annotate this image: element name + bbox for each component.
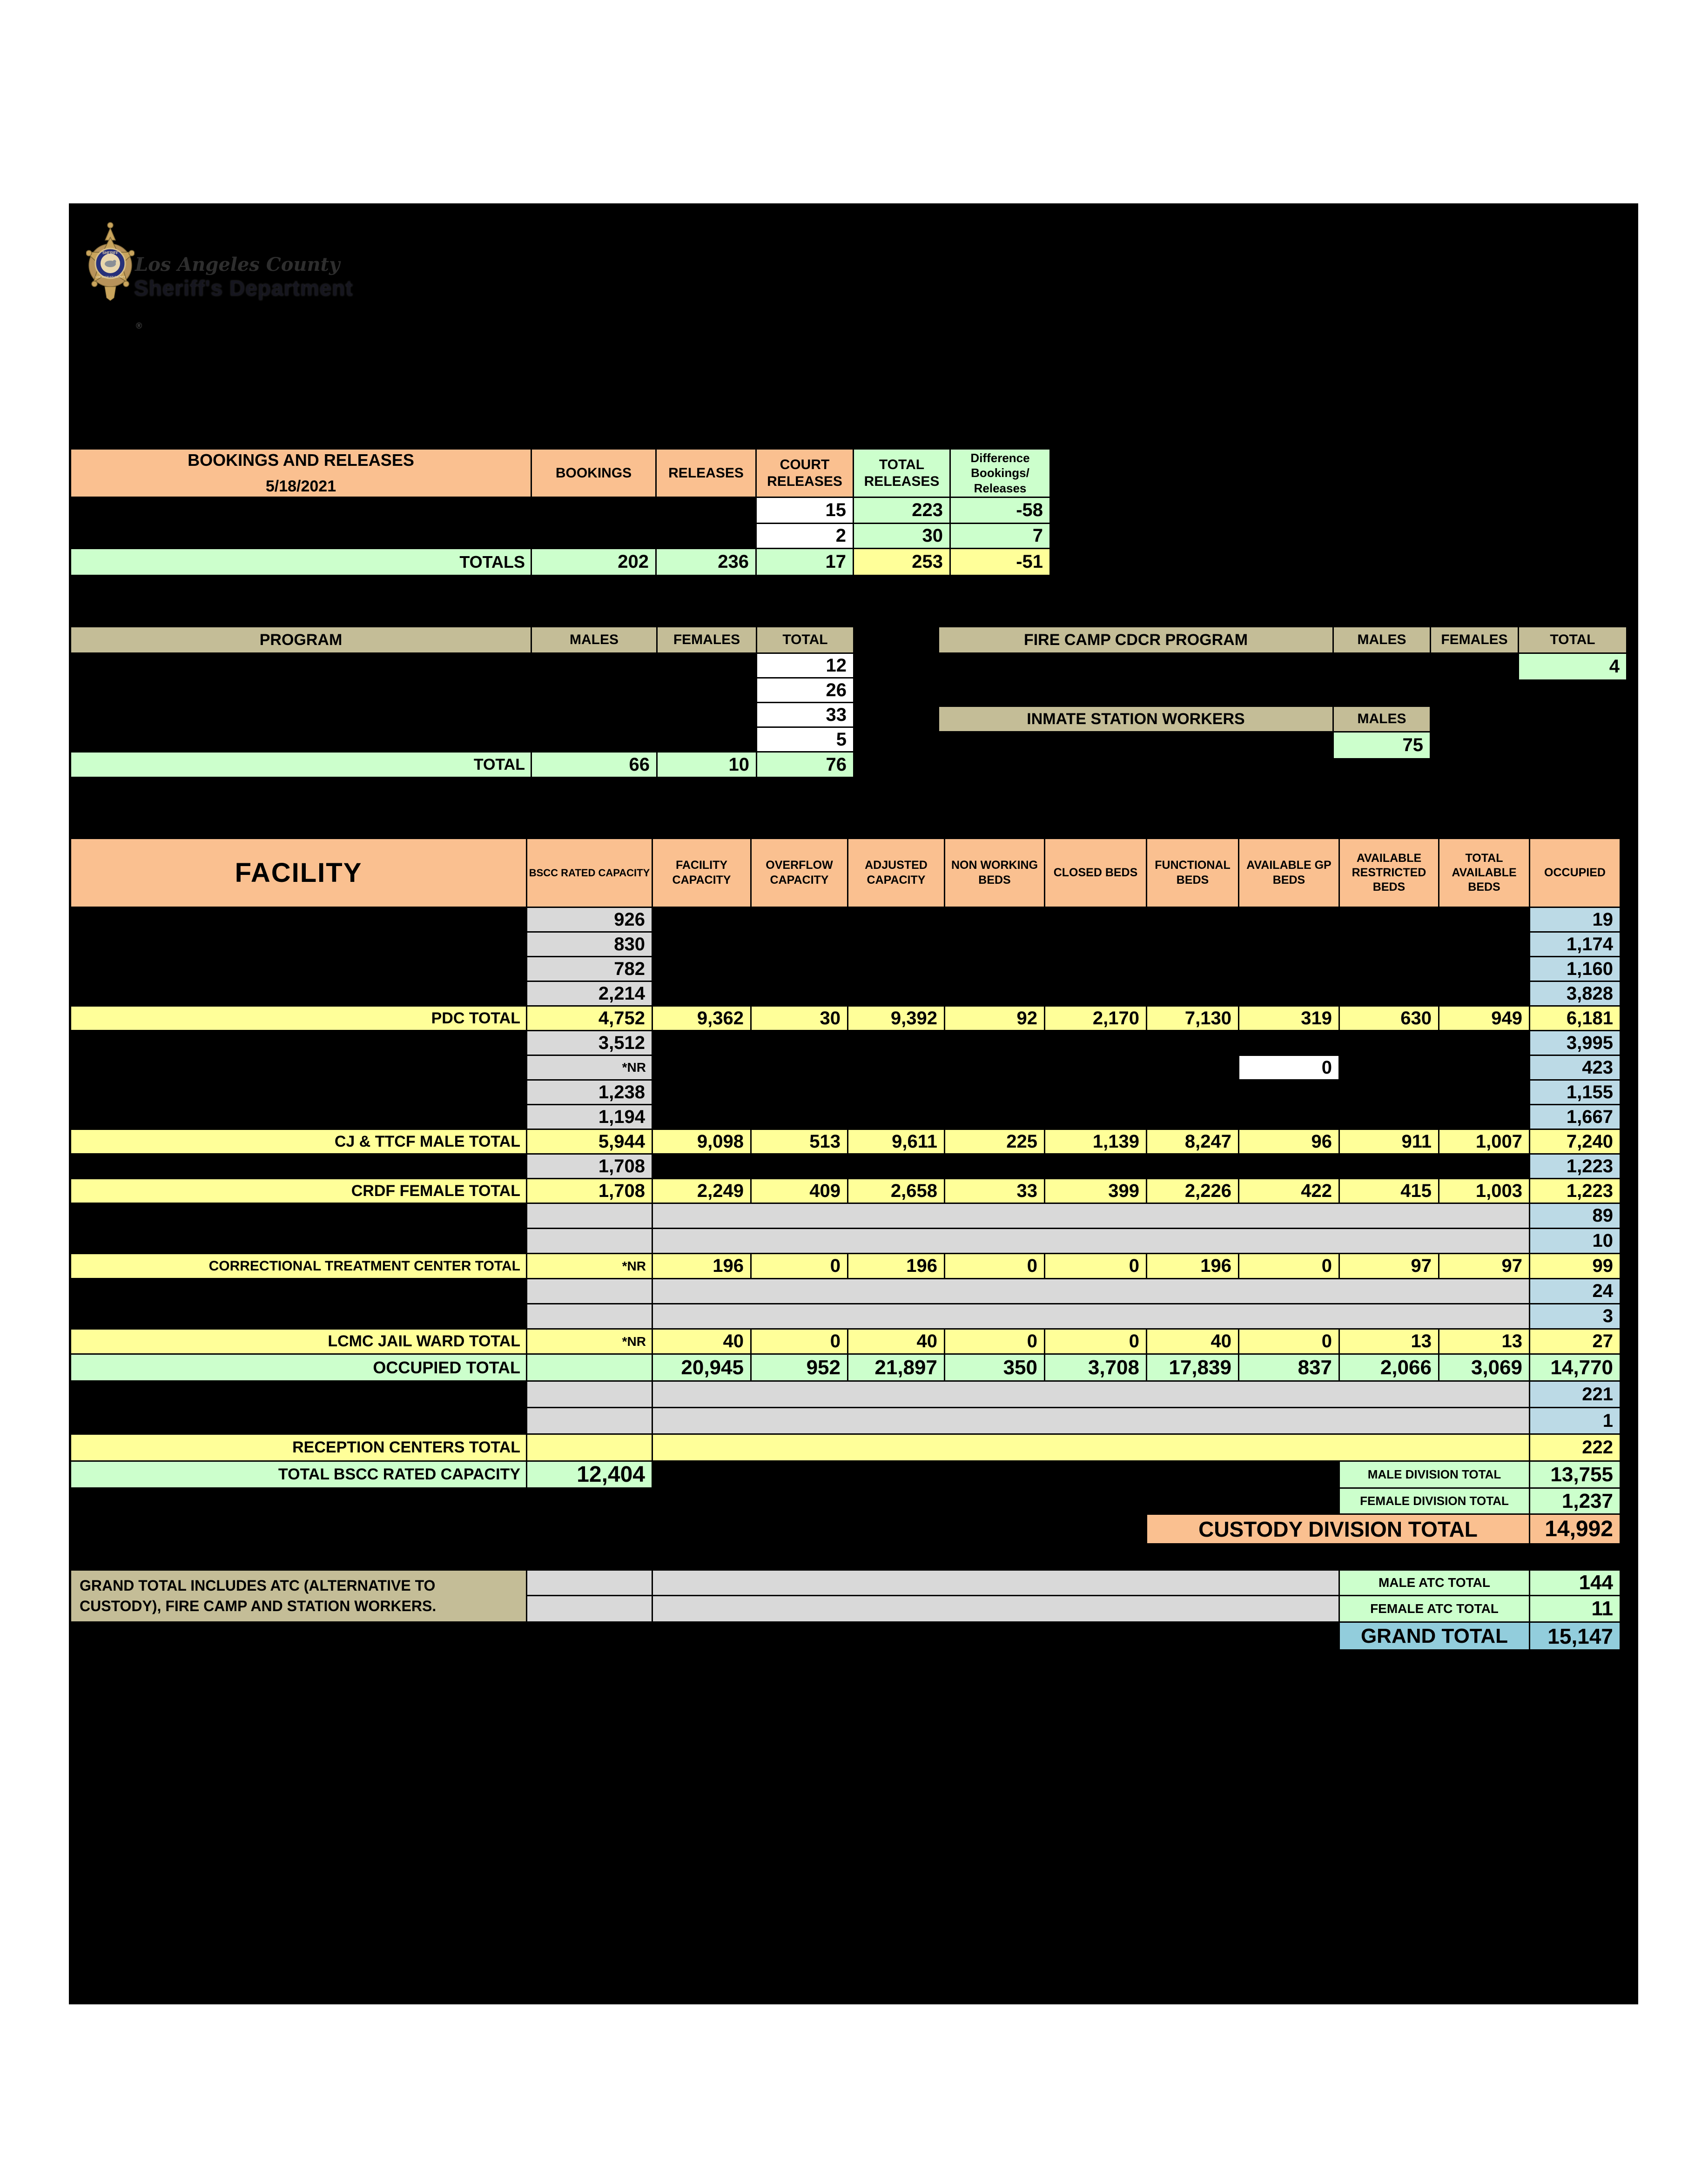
facility-row xyxy=(71,1304,1621,1329)
program-total-females: 10 xyxy=(657,752,757,778)
redacted-cell xyxy=(71,1381,527,1408)
station-workers-header-row xyxy=(939,706,1431,732)
facility-table xyxy=(70,838,1621,1545)
program-row3-total: 33 xyxy=(757,703,854,727)
pdc-available-restricted: 630 xyxy=(1339,1006,1439,1031)
facility-row xyxy=(71,957,1621,981)
male-division-total-label: MALE DIVISION TOTAL xyxy=(1339,1461,1530,1488)
atc-row-male xyxy=(71,1570,1621,1596)
program-col-total: TOTAL xyxy=(757,627,854,653)
program-row1-total: 12 xyxy=(757,653,854,678)
b2-bscc: *NR xyxy=(527,1055,652,1080)
redacted-cell xyxy=(531,703,657,727)
program-col-females: FEMALES xyxy=(657,627,757,653)
d2-bscc-empty xyxy=(527,1229,652,1254)
ctc-available-gp: 0 xyxy=(1239,1254,1339,1279)
lcmc-total-available: 13 xyxy=(1439,1329,1530,1354)
redacted-cell xyxy=(71,727,531,752)
ctc-total-available: 97 xyxy=(1439,1254,1530,1279)
male-atc-total-label: MALE ATC TOTAL xyxy=(1339,1570,1530,1596)
row1-total-releases: 223 xyxy=(854,497,950,524)
atc-grey-span xyxy=(652,1596,1339,1622)
bookings-header-row xyxy=(71,449,1050,497)
redacted-cell xyxy=(71,1080,527,1105)
crdf-closed: 399 xyxy=(1045,1179,1147,1203)
f1-bscc-empty xyxy=(527,1381,652,1408)
occupied-total-adjusted: 21,897 xyxy=(848,1354,945,1381)
row2-difference: 7 xyxy=(950,524,1050,549)
lcmc-bscc: *NR xyxy=(527,1329,652,1354)
redacted-cell xyxy=(652,957,1530,981)
d1-bscc-empty xyxy=(527,1203,652,1229)
total-bscc-value: 12,404 xyxy=(527,1461,652,1488)
cj-available-gp: 96 xyxy=(1239,1129,1339,1154)
program-row4-total: 5 xyxy=(757,727,854,752)
redacted-cell xyxy=(656,524,756,549)
female-division-row xyxy=(71,1488,1621,1514)
total-bscc-row xyxy=(71,1461,1621,1488)
facility-row xyxy=(71,932,1621,957)
redacted-cell xyxy=(652,1031,1530,1055)
station-workers-col-males: MALES xyxy=(1333,706,1431,732)
occupied-total-available-gp: 837 xyxy=(1239,1354,1339,1381)
f2-occupied: 1 xyxy=(1530,1408,1621,1434)
redacted-cell xyxy=(71,1408,527,1434)
totals-releases: 236 xyxy=(656,549,756,576)
program-row xyxy=(71,653,854,678)
bookings-row xyxy=(71,524,1050,549)
crdf-adjusted: 2,658 xyxy=(848,1179,945,1203)
custody-division-total-label: CUSTODY DIVISION TOTAL xyxy=(1147,1514,1530,1544)
cj-functional: 8,247 xyxy=(1147,1129,1239,1154)
lcmc-functional: 40 xyxy=(1147,1329,1239,1354)
ctc-available-restricted: 97 xyxy=(1339,1254,1439,1279)
lcmc-occupied: 27 xyxy=(1530,1329,1621,1354)
ctc-closed: 0 xyxy=(1045,1254,1147,1279)
redacted-cell xyxy=(652,1105,1530,1129)
male-atc-total-value: 144 xyxy=(1530,1570,1621,1596)
pdc-occupied: 6,181 xyxy=(1530,1006,1621,1031)
fire-camp-total-value: 4 xyxy=(1519,653,1627,680)
redacted-cell xyxy=(71,1031,527,1055)
redacted-cell xyxy=(656,497,756,524)
redacted-cell xyxy=(71,1279,527,1304)
custody-division-row xyxy=(71,1514,1621,1544)
reception-centers-total-row xyxy=(71,1434,1621,1461)
facility-row xyxy=(71,907,1621,932)
ctc-adjusted: 196 xyxy=(848,1254,945,1279)
atc-grey-cell xyxy=(527,1570,652,1596)
ctc-occupied: 99 xyxy=(1530,1254,1621,1279)
grand-total-row xyxy=(71,1622,1621,1650)
b3-bscc: 1,238 xyxy=(527,1080,652,1105)
crdf-total-available: 1,003 xyxy=(1439,1179,1530,1203)
male-division-total-value: 13,755 xyxy=(1530,1461,1621,1488)
redacted-cell xyxy=(71,1622,1339,1650)
facility-row xyxy=(71,1055,1621,1080)
cj-overflow: 513 xyxy=(751,1129,848,1154)
totals-bookings: 202 xyxy=(531,549,656,576)
facility-row xyxy=(71,1381,1621,1408)
row1-court-releases: 15 xyxy=(756,497,854,524)
redacted-cell xyxy=(657,678,757,703)
ctc-label: CORRECTIONAL TREATMENT CENTER TOTAL xyxy=(71,1254,527,1279)
redacted-cell xyxy=(652,932,1530,957)
female-atc-total-label: FEMALE ATC TOTAL xyxy=(1339,1596,1530,1622)
redacted-cell xyxy=(652,1461,1339,1488)
col-total-available-beds: TOTAL AVAILABLE BEDS xyxy=(1439,839,1530,907)
pdc-total-label: PDC TOTAL xyxy=(71,1006,527,1031)
redacted-cell xyxy=(652,1154,1530,1179)
occupied-total-row xyxy=(71,1354,1621,1381)
pdc-available-gp: 319 xyxy=(1239,1006,1339,1031)
grand-total-table xyxy=(70,1569,1621,1651)
facility-row xyxy=(71,1154,1621,1179)
female-atc-total-value: 11 xyxy=(1530,1596,1621,1622)
redacted-cell xyxy=(71,907,527,932)
program-total-row xyxy=(71,752,854,778)
e1-bscc-empty xyxy=(527,1279,652,1304)
redacted-cell xyxy=(71,932,527,957)
lcmc-overflow: 0 xyxy=(751,1329,848,1354)
bookings-row xyxy=(71,497,1050,524)
redacted-cell xyxy=(71,1304,527,1329)
facility-row xyxy=(71,1408,1621,1434)
program-total-total: 76 xyxy=(757,752,854,778)
f1-grey-span xyxy=(652,1381,1530,1408)
atc-grey-span xyxy=(652,1570,1339,1596)
cj-ttcf-label: CJ & TTCF MALE TOTAL xyxy=(71,1129,527,1154)
crdf-bscc: 1,708 xyxy=(527,1179,652,1203)
facility-row xyxy=(71,981,1621,1006)
redacted-cell xyxy=(71,1203,527,1229)
program-row xyxy=(71,727,854,752)
cj-ttcf-total-row xyxy=(71,1129,1621,1154)
program-header-row xyxy=(71,627,854,653)
occupied-total-total-available: 3,069 xyxy=(1439,1354,1530,1381)
occupied-total-available-restricted: 2,066 xyxy=(1339,1354,1439,1381)
e1-grey-span xyxy=(652,1279,1530,1304)
col-available-restricted-beds: AVAILABLE RESTRICTED BEDS xyxy=(1339,839,1439,907)
bookings-title: BOOKINGS AND RELEASES xyxy=(188,450,414,470)
redacted-cell xyxy=(71,957,527,981)
cj-bscc: 5,944 xyxy=(527,1129,652,1154)
totals-court-releases: 17 xyxy=(756,549,854,576)
station-workers-males-value: 75 xyxy=(1333,732,1431,759)
fire-camp-col-total: TOTAL xyxy=(1519,627,1627,653)
c1-occupied: 1,223 xyxy=(1530,1154,1621,1179)
redacted-cell xyxy=(71,678,531,703)
redacted-cell xyxy=(652,1080,1530,1105)
fire-camp-row xyxy=(939,653,1627,680)
pdc-non-working: 92 xyxy=(945,1006,1045,1031)
pdc-facility-capacity: 9,362 xyxy=(652,1006,751,1031)
totals-total-releases: 253 xyxy=(854,549,950,576)
a2-bscc: 830 xyxy=(527,932,652,957)
ctc-total-row xyxy=(71,1254,1621,1279)
station-workers-table xyxy=(938,706,1431,759)
col-header-releases: RELEASES xyxy=(656,449,756,497)
sheriff-badge-icon xyxy=(86,219,135,319)
lcmc-label: LCMC JAIL WARD TOTAL xyxy=(71,1329,527,1354)
bookings-date: 5/18/2021 xyxy=(265,477,336,495)
crdf-facility-capacity: 2,249 xyxy=(652,1179,751,1203)
lcmc-facility-capacity: 40 xyxy=(652,1329,751,1354)
redacted-cell xyxy=(657,727,757,752)
program-total-label: TOTAL xyxy=(71,752,531,778)
cj-total-available: 1,007 xyxy=(1439,1129,1530,1154)
redacted-cell xyxy=(657,653,757,678)
facility-row xyxy=(71,1203,1621,1229)
redacted-cell xyxy=(71,1488,1339,1514)
crdf-non-working: 33 xyxy=(945,1179,1045,1203)
redacted-cell xyxy=(71,524,531,549)
occupied-total-functional: 17,839 xyxy=(1147,1354,1239,1381)
a4-occupied: 3,828 xyxy=(1530,981,1621,1006)
e2-grey-span xyxy=(652,1304,1530,1329)
d2-grey-span xyxy=(652,1229,1530,1254)
crdf-label: CRDF FEMALE TOTAL xyxy=(71,1179,527,1203)
occupied-total-bscc-empty xyxy=(527,1354,652,1381)
registered-mark: ® xyxy=(136,321,142,330)
redacted-cell xyxy=(652,981,1530,1006)
redacted-cell xyxy=(71,1154,527,1179)
pdc-adjusted: 9,392 xyxy=(848,1006,945,1031)
col-bscc-rated-capacity: BSCC RATED CAPACITY xyxy=(527,839,652,907)
col-closed-beds: CLOSED BEDS xyxy=(1045,839,1147,907)
pdc-closed: 2,170 xyxy=(1045,1006,1147,1031)
fire-camp-col-females: FEMALES xyxy=(1431,627,1519,653)
atc-grey-cell xyxy=(527,1596,652,1622)
col-available-gp-beds: AVAILABLE GP BEDS xyxy=(1239,839,1339,907)
col-header-total-releases: TOTAL RELEASES xyxy=(854,449,950,497)
row1-difference: -58 xyxy=(950,497,1050,524)
occupied-total-non-working: 350 xyxy=(945,1354,1045,1381)
b3-occupied: 1,155 xyxy=(1530,1080,1621,1105)
a4-bscc: 2,214 xyxy=(527,981,652,1006)
redacted-cell xyxy=(939,653,1333,680)
redacted-cell xyxy=(657,703,757,727)
grand-total-label: GRAND TOTAL xyxy=(1339,1622,1530,1650)
redacted-cell xyxy=(531,497,656,524)
station-workers-row xyxy=(939,732,1431,759)
facility-row xyxy=(71,1031,1621,1055)
cj-available-restricted: 911 xyxy=(1339,1129,1439,1154)
f2-grey-span xyxy=(652,1408,1530,1434)
redacted-cell xyxy=(71,1055,527,1080)
lcmc-available-gp: 0 xyxy=(1239,1329,1339,1354)
crdf-functional: 2,226 xyxy=(1147,1179,1239,1203)
lcmc-available-restricted: 13 xyxy=(1339,1329,1439,1354)
program-title: PROGRAM xyxy=(71,627,531,653)
female-division-total-label: FEMALE DIVISION TOTAL xyxy=(1339,1488,1530,1514)
redacted-cell xyxy=(71,653,531,678)
redacted-cell xyxy=(939,732,1333,759)
a1-occupied: 19 xyxy=(1530,907,1621,932)
redacted-cell xyxy=(71,703,531,727)
lcmc-non-working: 0 xyxy=(945,1329,1045,1354)
c1-bscc: 1,708 xyxy=(527,1154,652,1179)
a2-occupied: 1,174 xyxy=(1530,932,1621,957)
col-header-bookings: BOOKINGS xyxy=(531,449,656,497)
redacted-cell xyxy=(71,1514,1147,1544)
col-header-court-releases: COURT RELEASES xyxy=(756,449,854,497)
reception-yellow-span xyxy=(652,1434,1530,1461)
fire-camp-table xyxy=(938,626,1627,681)
program-row2-total: 26 xyxy=(757,678,854,703)
crdf-overflow: 409 xyxy=(751,1179,848,1203)
e2-occupied: 3 xyxy=(1530,1304,1621,1329)
facility-header-row xyxy=(71,839,1621,907)
pdc-overflow: 30 xyxy=(751,1006,848,1031)
occupied-total-facility-capacity: 20,945 xyxy=(652,1354,751,1381)
b1-occupied: 3,995 xyxy=(1530,1031,1621,1055)
redacted-cell xyxy=(1333,653,1431,680)
logo-county-text: Los Angeles County xyxy=(135,254,340,276)
fire-camp-title: FIRE CAMP CDCR PROGRAM xyxy=(939,627,1333,653)
station-workers-title: INMATE STATION WORKERS xyxy=(939,706,1333,732)
totals-difference: -51 xyxy=(950,549,1050,576)
female-division-total-value: 1,237 xyxy=(1530,1488,1621,1514)
reception-label: RECEPTION CENTERS TOTAL xyxy=(71,1434,527,1461)
lcmc-total-row xyxy=(71,1329,1621,1354)
redacted-cell xyxy=(531,653,657,678)
redacted-cell xyxy=(1431,653,1519,680)
cj-adjusted: 9,611 xyxy=(848,1129,945,1154)
col-non-working-beds: NON WORKING BEDS xyxy=(945,839,1045,907)
e2-bscc-empty xyxy=(527,1304,652,1329)
redacted-cell xyxy=(531,524,656,549)
row2-total-releases: 30 xyxy=(854,524,950,549)
pdc-total-available: 949 xyxy=(1439,1006,1530,1031)
crdf-occupied: 1,223 xyxy=(1530,1179,1621,1203)
reception-occupied: 222 xyxy=(1530,1434,1621,1461)
ctc-functional: 196 xyxy=(1147,1254,1239,1279)
ctc-facility-capacity: 196 xyxy=(652,1254,751,1279)
facility-row xyxy=(71,1105,1621,1129)
bookings-releases-table xyxy=(70,448,1051,576)
pdc-functional: 7,130 xyxy=(1147,1006,1239,1031)
program-row xyxy=(71,703,854,727)
program-total-males: 66 xyxy=(531,752,657,778)
ctc-overflow: 0 xyxy=(751,1254,848,1279)
redacted-cell xyxy=(1339,1055,1530,1080)
facility-title: FACILITY xyxy=(71,839,527,907)
ctc-bscc: *NR xyxy=(527,1254,652,1279)
total-bscc-label: TOTAL BSCC RATED CAPACITY xyxy=(71,1461,527,1488)
fire-camp-header-row xyxy=(939,627,1627,653)
col-header-difference: Difference Bookings/ Releases xyxy=(950,449,1050,497)
f2-bscc-empty xyxy=(527,1408,652,1434)
redacted-cell xyxy=(71,497,531,524)
badge-ring-bottom-text: LOS ANGELES COUNTY xyxy=(95,276,125,279)
crdf-available-restricted: 415 xyxy=(1339,1179,1439,1203)
col-functional-beds: FUNCTIONAL BEDS xyxy=(1147,839,1239,907)
lcmc-adjusted: 40 xyxy=(848,1329,945,1354)
redacted-cell xyxy=(652,1055,1239,1080)
fire-camp-col-males: MALES xyxy=(1333,627,1431,653)
bookings-totals-label: TOTALS xyxy=(71,549,531,576)
d1-occupied: 89 xyxy=(1530,1203,1621,1229)
redacted-cell xyxy=(71,1105,527,1129)
custody-division-total-value: 14,992 xyxy=(1530,1514,1621,1544)
program-table xyxy=(70,626,854,778)
reception-bscc-empty xyxy=(527,1434,652,1461)
e1-occupied: 24 xyxy=(1530,1279,1621,1304)
pdc-bscc: 4,752 xyxy=(527,1006,652,1031)
cj-occupied: 7,240 xyxy=(1530,1129,1621,1154)
occupied-total-overflow: 952 xyxy=(751,1354,848,1381)
b1-bscc: 3,512 xyxy=(527,1031,652,1055)
badge-ring-top-text: SHERIFF xyxy=(102,251,119,255)
bookings-title-cell xyxy=(71,449,531,497)
occupied-total-occupied: 14,770 xyxy=(1530,1354,1621,1381)
col-facility-capacity: FACILITY CAPACITY xyxy=(652,839,751,907)
pdc-total-row xyxy=(71,1006,1621,1031)
col-occupied: OCCUPIED xyxy=(1530,839,1621,907)
cj-closed: 1,139 xyxy=(1045,1129,1147,1154)
redacted-cell xyxy=(531,727,657,752)
grand-total-value: 15,147 xyxy=(1530,1622,1621,1650)
facility-row xyxy=(71,1080,1621,1105)
b2-occupied: 423 xyxy=(1530,1055,1621,1080)
cj-facility-capacity: 9,098 xyxy=(652,1129,751,1154)
crdf-available-gp: 422 xyxy=(1239,1179,1339,1203)
col-overflow-capacity: OVERFLOW CAPACITY xyxy=(751,839,848,907)
program-row xyxy=(71,678,854,703)
lcmc-closed: 0 xyxy=(1045,1329,1147,1354)
occupied-total-label: OCCUPIED TOTAL xyxy=(71,1354,527,1381)
facility-row xyxy=(71,1229,1621,1254)
a3-bscc: 782 xyxy=(527,957,652,981)
redacted-cell xyxy=(652,907,1530,932)
b4-bscc: 1,194 xyxy=(527,1105,652,1129)
redacted-cell xyxy=(531,678,657,703)
f1-occupied: 221 xyxy=(1530,1381,1621,1408)
b4-occupied: 1,667 xyxy=(1530,1105,1621,1129)
ctc-non-working: 0 xyxy=(945,1254,1045,1279)
b2-available-gp: 0 xyxy=(1239,1055,1339,1080)
atc-note: GRAND TOTAL INCLUDES ATC (ALTERNATIVE TO CUSTODY), FIRE CAMP AND STATION WORKERS. xyxy=(71,1570,527,1622)
logo-department-text: Sheriff's Department xyxy=(134,276,353,300)
redacted-cell xyxy=(71,1229,527,1254)
occupied-total-closed: 3,708 xyxy=(1045,1354,1147,1381)
cj-non-working: 225 xyxy=(945,1129,1045,1154)
a1-bscc: 926 xyxy=(527,907,652,932)
a3-occupied: 1,160 xyxy=(1530,957,1621,981)
d2-occupied: 10 xyxy=(1530,1229,1621,1254)
redacted-cell xyxy=(71,981,527,1006)
program-col-males: MALES xyxy=(531,627,657,653)
crdf-total-row xyxy=(71,1179,1621,1203)
col-adjusted-capacity: ADJUSTED CAPACITY xyxy=(848,839,945,907)
facility-row xyxy=(71,1279,1621,1304)
bookings-totals-row xyxy=(71,549,1050,576)
row2-court-releases: 2 xyxy=(756,524,854,549)
d1-grey-span xyxy=(652,1203,1530,1229)
